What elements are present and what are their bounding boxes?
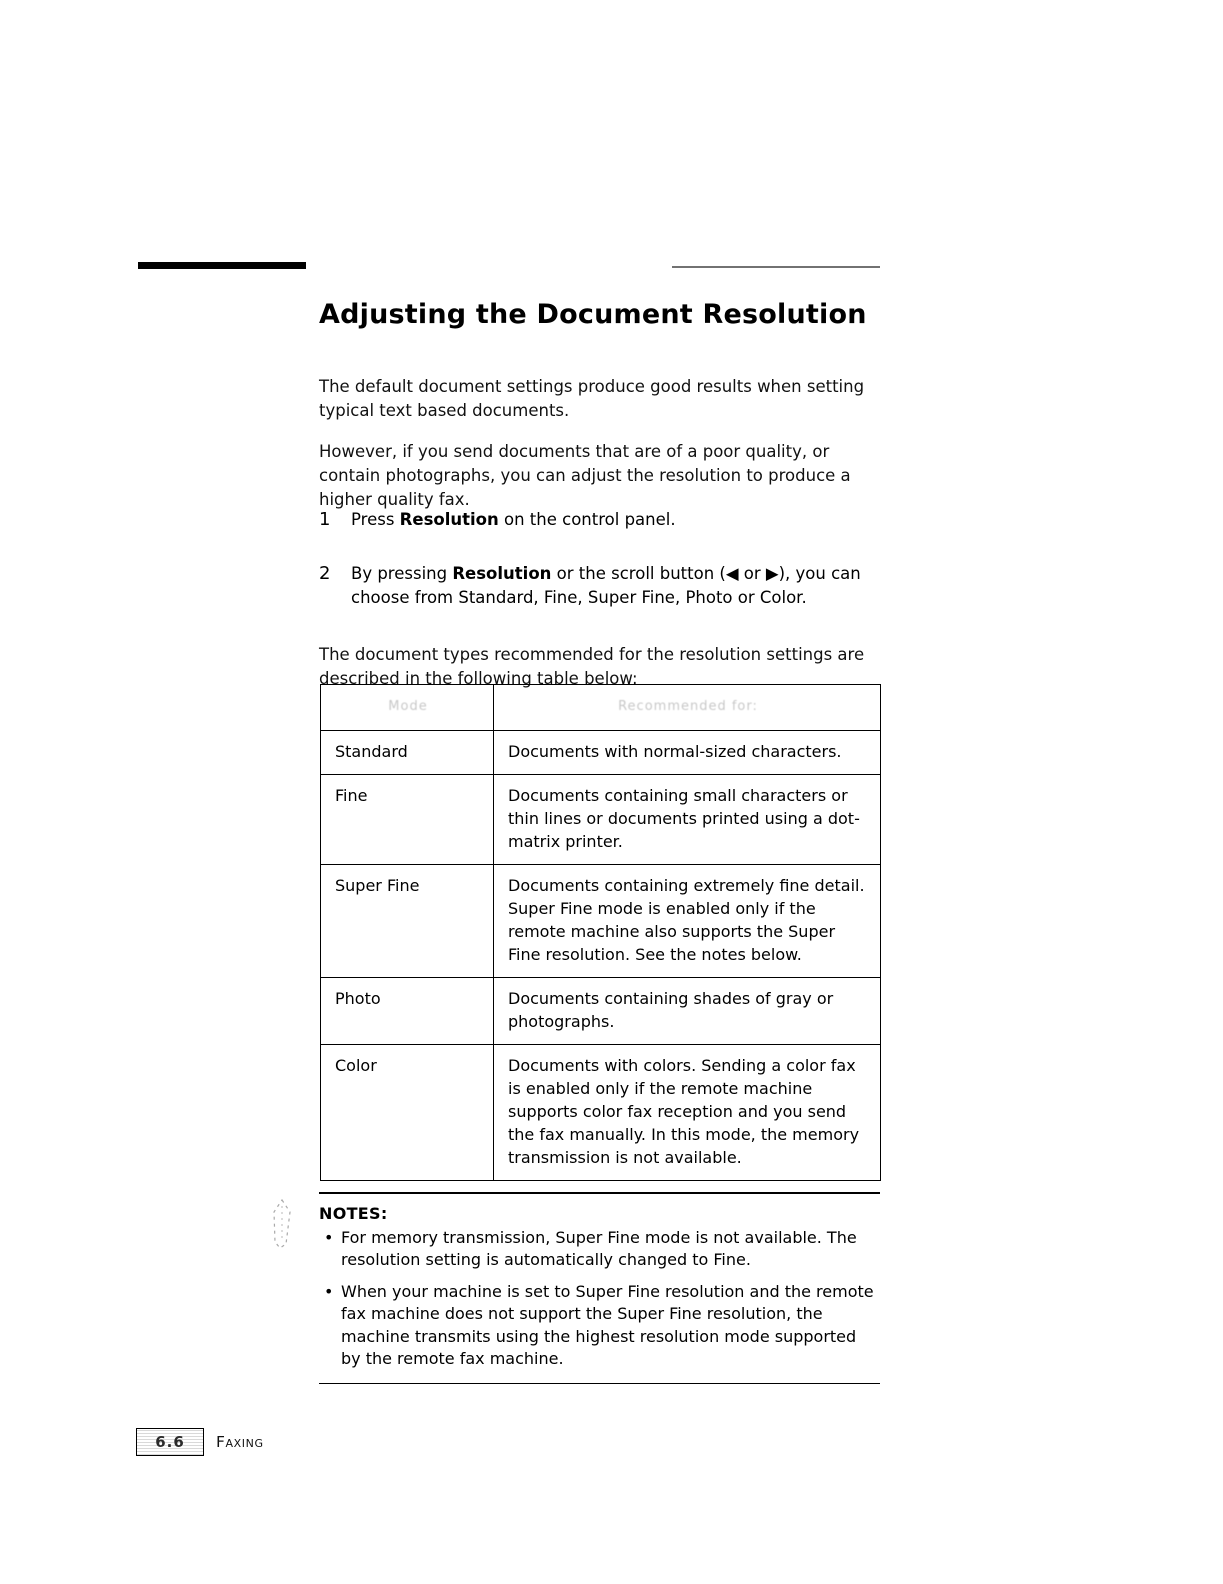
step-2-bold: Resolution xyxy=(452,564,552,583)
step-2-text-after: or the scroll button (◀ or ▶), you can choose from Standard, Fine, Super Fine, Photo or Color. xyxy=(351,564,861,607)
table-header-recommended: Recommended for: xyxy=(494,685,881,731)
quality-paragraph: However, if you send documents that are of a poor quality, or contain photographs, you can adjust the resolution to produce a higher quality fax. xyxy=(319,441,851,509)
notes-box xyxy=(319,1192,880,1384)
cell-mode: Photo xyxy=(321,978,494,1045)
notes-title: NOTES: xyxy=(319,1203,388,1223)
cell-mode: Fine xyxy=(321,775,494,865)
list-item: • For memory transmission, Super Fine mode is not available. The resolution setting is automatically changed to Fine. xyxy=(339,1227,880,1272)
table-row xyxy=(321,731,881,775)
step-1-number: 1 xyxy=(319,509,331,530)
header-rule-left xyxy=(138,262,306,269)
step-1-text xyxy=(351,508,896,532)
step-2-text xyxy=(351,562,896,610)
cell-mode: Standard xyxy=(321,731,494,775)
resolution-table xyxy=(320,684,881,1181)
note-pencil-icon xyxy=(262,1196,302,1252)
step-2-text-before: By pressing xyxy=(351,564,453,583)
cell-description: Documents with colors. Sending a color fax is enabled only if the remote machine supports color fax reception and you send the fax manually. In this mode, the memory transmission is not available. xyxy=(494,1045,881,1181)
cell-description: Documents containing extremely fine detail. Super Fine mode is enabled only if the remote machine also supports the Super Fine resolution. See the notes below. xyxy=(494,865,881,978)
table-lead-paragraph: The document types recommended for the resolution settings are described in the following table below: xyxy=(319,644,865,688)
step-2-number: 2 xyxy=(319,563,331,584)
table-row xyxy=(321,865,881,978)
page-footer xyxy=(136,1428,264,1456)
header-rule-right xyxy=(672,266,880,268)
page-title: Adjusting the Document Resolution xyxy=(319,299,867,331)
table-row xyxy=(321,775,881,865)
step-2 xyxy=(319,562,899,610)
list-item: • When your machine is set to Super Fine resolution and the remote fax machine does not support the Super Fine resolution, the machine transmits using the highest resolution mode supported by the remote fax machine. xyxy=(339,1281,880,1371)
step-1-bold: Resolution xyxy=(399,510,499,529)
cell-mode: Color xyxy=(321,1045,494,1181)
table-row xyxy=(321,978,881,1045)
step-1-text-after: on the control panel. xyxy=(498,510,676,529)
cell-description: Documents with normal-sized characters. xyxy=(494,731,881,775)
page-number: 6.6 xyxy=(136,1428,204,1456)
footer-section-label: Faxing xyxy=(216,1433,264,1451)
step-1-text-before: Press xyxy=(351,510,400,529)
cell-description: Documents containing shades of gray or photographs. xyxy=(494,978,881,1045)
cell-description: Documents containing small characters or thin lines or documents printed using a dot-matrix printer. xyxy=(494,775,881,865)
notes-top-rule xyxy=(319,1192,880,1194)
table-row xyxy=(321,1045,881,1181)
intro-paragraph: The default document settings produce good results when setting typical text based documents. xyxy=(319,376,865,420)
notes-list xyxy=(319,1227,880,1371)
table-header-row xyxy=(321,685,881,731)
cell-mode: Super Fine xyxy=(321,865,494,978)
step-1 xyxy=(319,508,899,532)
table-header-mode: Mode xyxy=(321,685,494,731)
notes-bottom-rule xyxy=(319,1383,880,1385)
